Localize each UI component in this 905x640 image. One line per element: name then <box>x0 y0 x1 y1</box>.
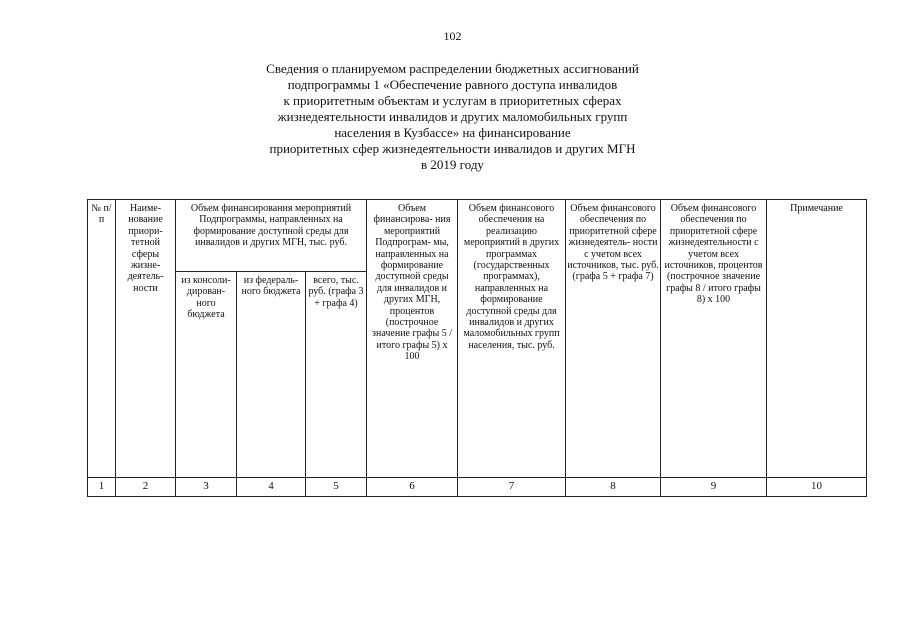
title-line: подпрограммы 1 «Обеспечение равного доступа инвалидов <box>287 77 618 92</box>
column-number: 6 <box>367 478 458 497</box>
title-line: приоритетных сфер жизнедеятельности инвалидов и других МГН <box>269 141 636 156</box>
header-col-5: всего, тыс. руб. (графа 3 + графа 4) <box>306 272 367 478</box>
header-col-8: Объем финансового обеспечения по приоритетной сфере жизнедеятель- ности с учетом всех источников, тыс. руб. (графа 5 + графа 7) <box>566 200 661 478</box>
header-col-2: Наиме- нование приори- тетной сферы жизне- деятель- ности <box>116 200 176 478</box>
title-line: жизнедеятельности инвалидов и других маломобильных групп <box>277 109 628 124</box>
column-number: 4 <box>237 478 306 497</box>
header-col-6: Объем финансирова- ния мероприятий Подпрограм- мы, направленных на формирование доступной среды для инвалидов и других МГН, процентов (построчное значение графы 5 / итого графы 5) x 100 <box>367 200 458 478</box>
title-line: населения в Кузбассе» на финансирование <box>334 125 571 140</box>
title-line: в 2019 году <box>421 157 484 172</box>
column-number: 5 <box>306 478 367 497</box>
header-col-7: Объем финансового обеспечения на реализацию мероприятий в других программах (государственных программах), направленных на формирование доступной среды для инвалидов и других маломобильных групп населения, тыс. руб. <box>458 200 566 478</box>
header-col-10: Примечание <box>767 200 867 478</box>
column-number: 8 <box>566 478 661 497</box>
page-number: 102 <box>443 29 462 43</box>
header-col-3: из консоли- дирован- ного бюджета <box>176 272 237 478</box>
column-number-row <box>88 478 867 497</box>
column-number: 9 <box>661 478 767 497</box>
title-line: Сведения о планируемом распределении бюджетных ассигнований <box>266 61 639 76</box>
budget-allocation-table <box>87 199 867 497</box>
header-group-3-5: Объем финансирования мероприятий Подпрограммы, направленных на формирование доступной среды для инвалидов и других МГН, тыс. руб. <box>176 200 367 272</box>
document-title <box>0 61 905 173</box>
column-number: 1 <box>88 478 116 497</box>
header-col-1: № п/п <box>88 200 116 478</box>
column-number: 10 <box>767 478 867 497</box>
title-line: к приоритетным объектам и услугам в приоритетных сферах <box>283 93 622 108</box>
header-col-4: из федераль- ного бюджета <box>237 272 306 478</box>
column-number: 3 <box>176 478 237 497</box>
column-number: 2 <box>116 478 176 497</box>
column-number: 7 <box>458 478 566 497</box>
header-col-9: Объем финансового обеспечения по приоритетной сфере жизнедеятельности с учетом всех источников, процентов (построчное значение графы 8 / итого графы 8) x 100 <box>661 200 767 478</box>
header-row-top <box>88 200 867 272</box>
